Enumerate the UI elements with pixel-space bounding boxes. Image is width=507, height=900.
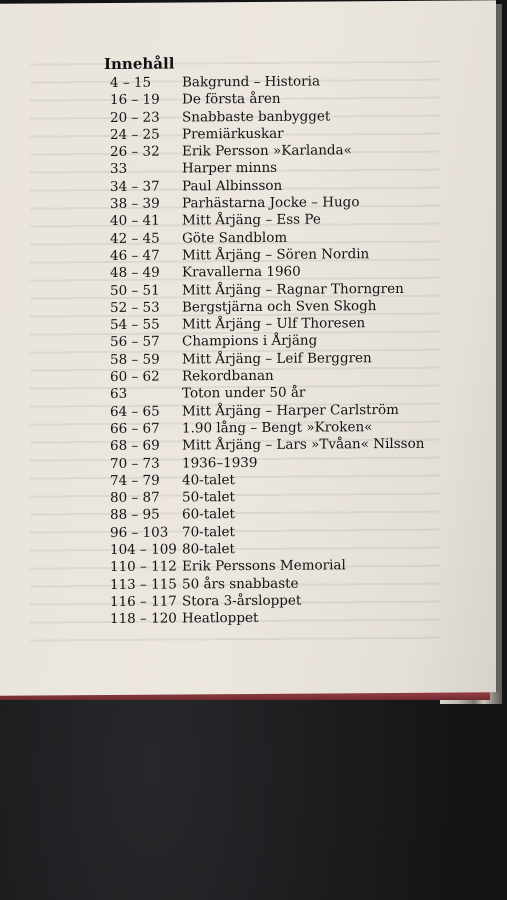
toc-entry-pages: 24 – 25 [110, 126, 160, 143]
toc-entry-title: 60-talet [182, 506, 235, 523]
toc-entry-title: Bakgrund – Historia [182, 73, 320, 91]
toc-entry-title: Göte Sandblom [182, 229, 288, 247]
toc-entry-title: 80-talet [182, 541, 235, 558]
toc-entry-pages: 20 – 23 [110, 109, 160, 126]
toc-entry-pages: 46 – 47 [110, 247, 160, 264]
toc-entry-title: Parhästarna Jocke – Hugo [182, 194, 360, 212]
toc-entry-title: Bergstjärna och Sven Skogh [182, 297, 377, 316]
toc-entry [104, 609, 444, 629]
toc-entry-pages: 113 – 115 [110, 576, 177, 593]
toc-entry-pages: 48 – 49 [110, 264, 160, 282]
toc-entry-pages: 26 – 32 [110, 143, 160, 161]
toc-entry-title: Erik Persson »Karlanda« [182, 142, 352, 160]
toc-entry-pages: 58 – 59 [110, 351, 160, 368]
toc-entry-pages: 40 – 41 [110, 212, 160, 230]
toc-entry-pages: 66 – 67 [110, 420, 160, 437]
toc-entry-pages: 54 – 55 [110, 316, 160, 334]
toc-entry-title: Harper minns [182, 160, 278, 177]
toc-entry-title: 70-talet [182, 523, 235, 541]
toc-entry-pages: 52 – 53 [110, 299, 160, 316]
toc-entry-pages: 63 [110, 386, 128, 403]
toc-entry-pages: 4 – 15 [110, 74, 152, 91]
toc-entry-title: Rekordbanan [182, 367, 274, 385]
toc-entry-title: Snabbaste banbygget [182, 108, 331, 126]
toc-entry-title: Mitt Årjäng – Ragnar Thorngren [182, 280, 404, 299]
toc-entry-pages: 42 – 45 [110, 230, 160, 247]
toc-entry-pages: 56 – 57 [110, 334, 160, 351]
toc-entry-pages: 34 – 37 [110, 178, 160, 195]
toc-entry-pages: 110 – 112 [110, 558, 177, 576]
toc-entry-pages: 50 – 51 [110, 282, 160, 299]
toc-entry-pages: 104 – 109 [110, 541, 177, 558]
toc-entry-title: Paul Albinsson [182, 177, 283, 195]
toc-entry-pages: 64 – 65 [110, 403, 160, 420]
toc-entry-title: Champions i Årjäng [182, 332, 318, 350]
toc-list [104, 73, 444, 629]
toc-entry-title: Erik Perssons Memorial [182, 557, 346, 575]
toc-entry-title: 50 års snabbaste [182, 575, 299, 593]
toc-entry-title: De första åren [182, 91, 281, 108]
toc-entry-title: Mitt Årjäng – Harper Carlström [182, 401, 399, 420]
toc-entry-title: Heatloppet [182, 610, 259, 627]
toc-entry-pages: 74 – 79 [110, 472, 160, 489]
toc-entry-title: Premiärkuskar [182, 125, 284, 143]
toc-entry-title: Mitt Årjäng – Sören Nordin [182, 246, 370, 264]
toc-entry-pages: 118 – 120 [110, 610, 177, 628]
toc-heading: Innehåll [104, 54, 175, 74]
toc-entry-title: Mitt Årjäng – Ulf Thoresen [182, 315, 366, 333]
toc-entry-pages: 38 – 39 [110, 195, 160, 213]
toc-entry-pages: 70 – 73 [110, 455, 160, 472]
toc-entry-title: Kravallerna 1960 [182, 263, 301, 281]
toc-entry-title: Toton under 50 år [182, 384, 306, 402]
toc-entry-pages: 80 – 87 [110, 489, 160, 507]
toc-entry-title: Mitt Årjäng – Leif Berggren [182, 349, 372, 368]
toc-entry-pages: 16 – 19 [110, 91, 160, 109]
toc-entry-title: Stora 3-årsloppet [182, 592, 302, 610]
toc-entry-title: 50-talet [182, 489, 235, 506]
toc-entry-title: 1.90 lång – Bengt »Kroken« [182, 419, 373, 437]
toc-entry-title: 1936–1939 [182, 454, 258, 471]
toc-entry-pages: 96 – 103 [110, 524, 169, 541]
toc-entry-pages: 68 – 69 [110, 437, 160, 455]
toc-entry-pages: 88 – 95 [110, 507, 160, 524]
toc-entry-pages: 33 [110, 161, 128, 178]
toc-entry-pages: 60 – 62 [110, 368, 160, 386]
toc-entry-pages: 116 – 117 [110, 593, 177, 610]
toc-entry-title: 40-talet [182, 471, 235, 489]
toc-entry-title: Mitt Årjäng – Lars »Tvåan« Nilsson [182, 436, 425, 454]
toc-entry-title: Mitt Årjäng – Ess Pe [182, 211, 321, 229]
